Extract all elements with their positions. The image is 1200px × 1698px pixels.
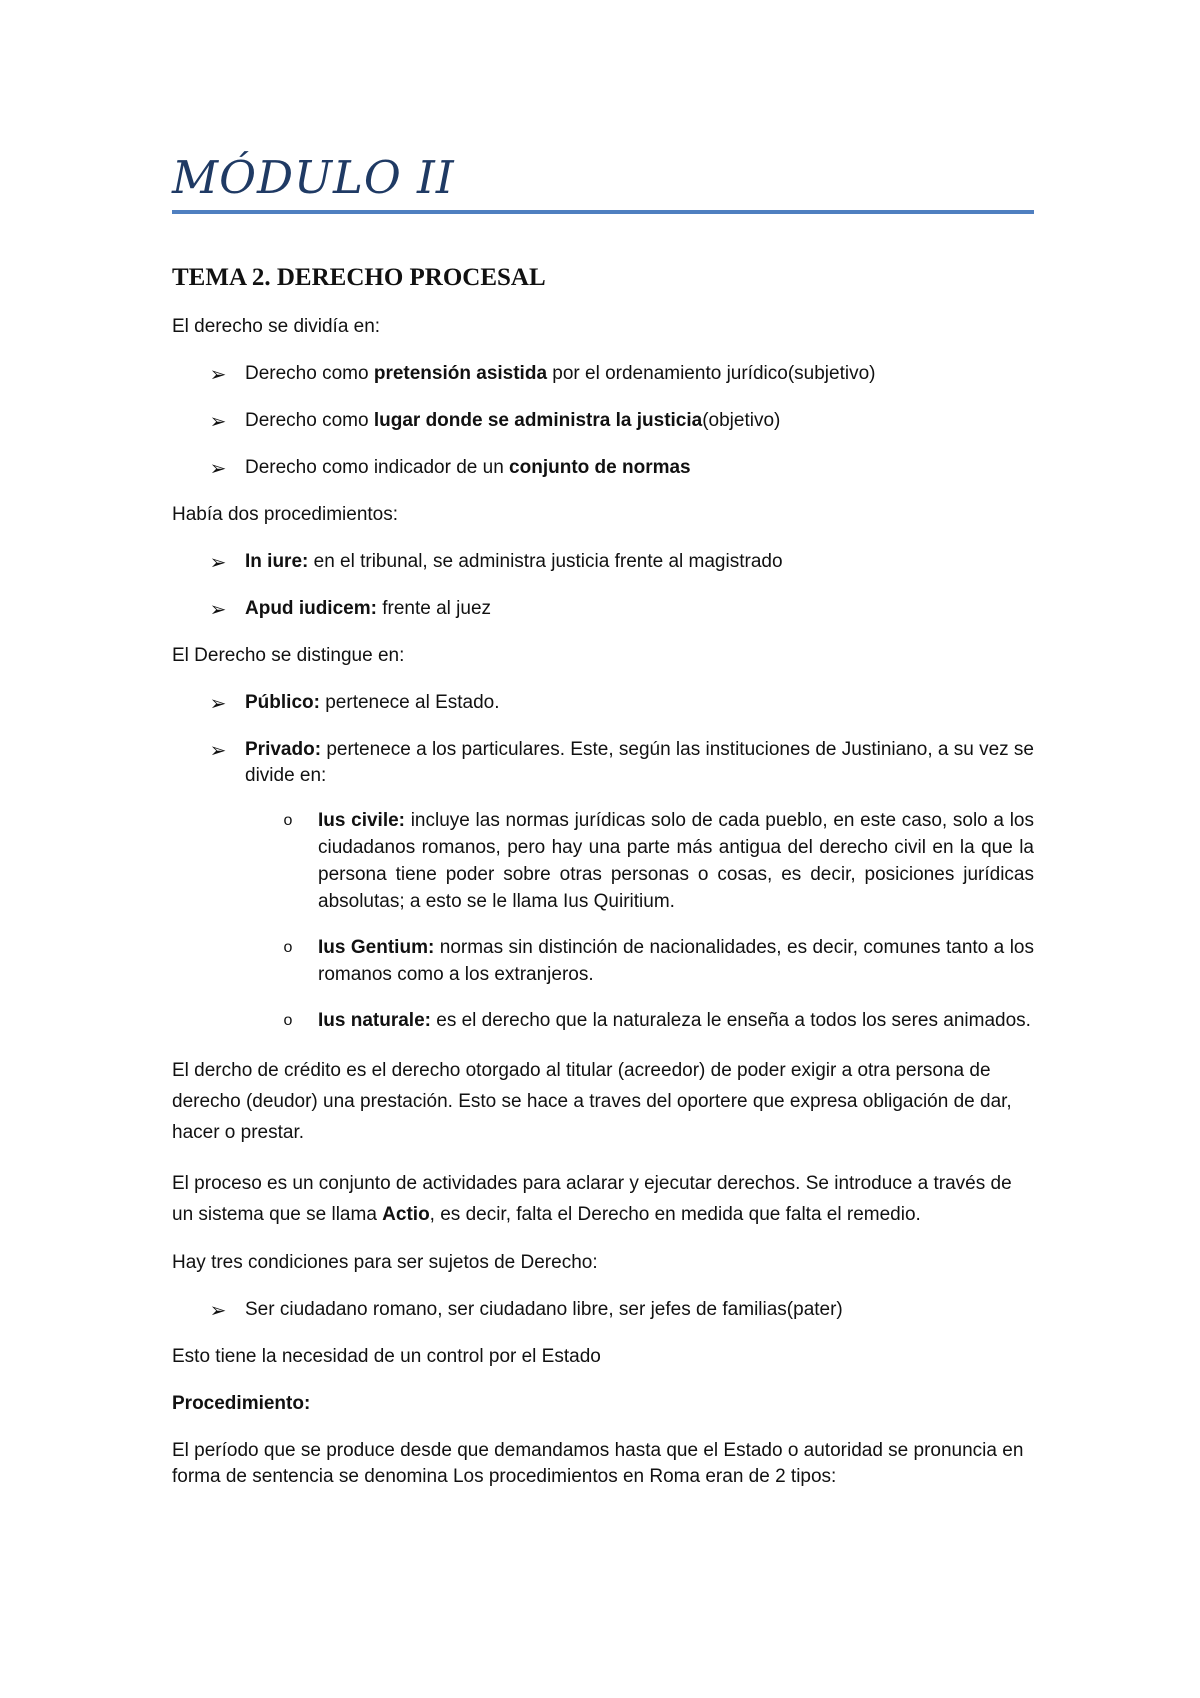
circle-bullet-icon: o <box>283 812 293 829</box>
condiciones-list <box>172 1297 1034 1323</box>
list-item: ➢ Derecho como lugar donde se administra la justicia(objetivo) <box>172 408 1034 434</box>
paragraph-control: Esto tiene la necesidad de un control por el Estado <box>172 1346 601 1367</box>
list-item: ➢ Derecho como pretensión asistida por el ordenamiento jurídico(subjetivo) <box>172 361 1034 387</box>
arrowhead-bullet-icon: ➢ <box>209 409 227 433</box>
section2-list <box>172 549 1034 622</box>
arrowhead-bullet-icon: ➢ <box>209 691 227 715</box>
section3-intro: El Derecho se distingue en: <box>172 645 405 666</box>
list-item: ➢ Privado: pertenece a los particulares. Este, según las instituciones de Justiniano, a su vez se divide en: o Ius civile: incluye las normas jurídicas solo de cada pueblo, en este caso, solo a los ciudadanos romanos, pero hay una parte más antigua del derecho civil en la que la persona tiene poder sobre otras personas o cosas, es decir, posiciones jurídicas absolutas; a esto se le llama Ius Quiritium. o Ius Gentium: normas sin distinción de nacionalidades, es decir, comunes tanto a los romanos como a los extranjeros. o Ius naturale: es el derecho que la naturaleza le enseña a todos los seres animados. <box>172 737 1034 1034</box>
list-item: ➢ Público: pertenece al Estado. <box>172 690 1034 716</box>
sub-list-item: o Ius civile: incluye las normas jurídicas solo de cada pueblo, en este caso, solo a los ciudadanos romanos, pero hay una parte más antigua del derecho civil en la que la persona tiene poder sobre otras personas o cosas, es decir, posiciones jurídicas absolutas; a esto se le llama Ius Quiritium. <box>245 807 1034 915</box>
list-item: ➢ In iure: en el tribunal, se administra justicia frente al magistrado <box>172 549 1034 575</box>
section2-intro: Había dos procedimientos: <box>172 504 399 525</box>
procedimiento-label: Procedimiento: <box>172 1393 311 1414</box>
document-body <box>172 262 1034 1511</box>
circle-bullet-icon: o <box>283 1012 293 1029</box>
paragraph-proceso: El proceso es un conjunto de actividades para aclarar y ejecutar derechos. Se introduce a través de un sistema que se llama Actio, es decir, falta el Derecho en medida que falta el remedio. <box>172 1173 1012 1225</box>
circle-bullet-icon: o <box>283 939 293 956</box>
arrowhead-bullet-icon: ➢ <box>209 550 227 574</box>
module-title: MÓDULO II <box>172 151 455 204</box>
list-item: ➢ Derecho como indicador de un conjunto de normas <box>172 455 1034 481</box>
section1-list <box>172 361 1034 481</box>
list-item: ➢ Apud iudicem: frente al juez <box>172 596 1034 622</box>
sub-list-item: o Ius naturale: es el derecho que la naturaleza le enseña a todos los seres animados. <box>245 1007 1034 1034</box>
arrowhead-bullet-icon: ➢ <box>209 456 227 480</box>
section1-intro: El derecho se dividía en: <box>172 316 381 337</box>
arrowhead-bullet-icon: ➢ <box>209 1298 227 1322</box>
arrowhead-bullet-icon: ➢ <box>209 738 227 762</box>
title-underline <box>172 210 1034 214</box>
privado-sublist <box>245 807 1034 1034</box>
sub-list-item: o Ius Gentium: normas sin distinción de nacionalidades, es decir, comunes tanto a los romanos como a los extranjeros. <box>245 934 1034 988</box>
arrowhead-bullet-icon: ➢ <box>209 362 227 386</box>
list-item: ➢ Ser ciudadano romano, ser ciudadano libre, ser jefes de familias(pater) <box>172 1297 1034 1323</box>
paragraph-credito: El dercho de crédito es el derecho otorgado al titular (acreedor) de poder exigir a otra persona de derecho (deudor) una prestación. Esto se hace a traves del oportere que expresa obligación de dar, hacer o prestar. <box>172 1060 1012 1143</box>
paragraph-condiciones: Hay tres condiciones para ser sujetos de Derecho: <box>172 1252 598 1273</box>
arrowhead-bullet-icon: ➢ <box>209 597 227 621</box>
section3-list <box>172 690 1034 1034</box>
paragraph-periodo: El período que se produce desde que demandamos hasta que el Estado o autoridad se pronuncia en forma de sentencia se denomina Los procedimientos en Roma eran de 2 tipos: <box>172 1440 1024 1487</box>
topic-heading: TEMA 2. DERECHO PROCESAL <box>172 264 546 291</box>
